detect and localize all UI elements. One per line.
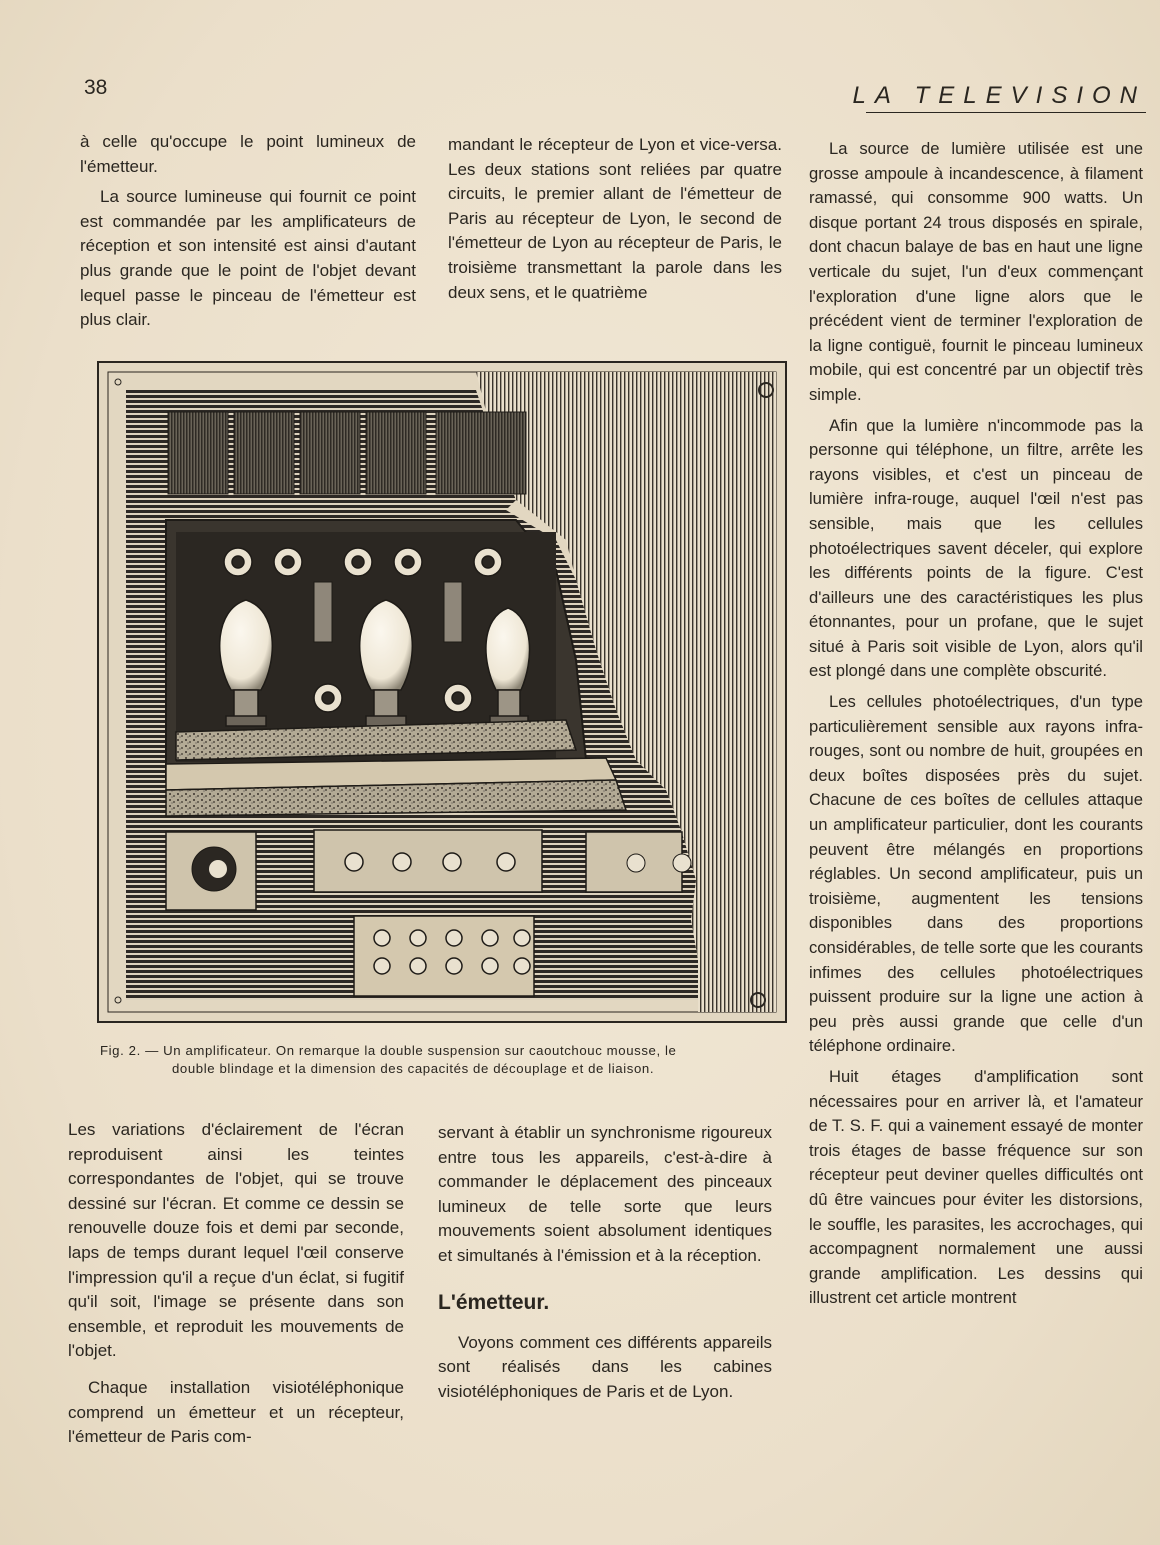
paragraph: La source de lumière utilisée est une grosse ampoule à incandescence, à filament ramassé, qui consomme 900 watts. Un disque portant 24 trous disposés en spirale, dont chacun balaye de bas en haut une ligne verticale du sujet, l'un d'eux commençant l'exploration d'une ligne alors que le précédent vient de terminer l'exploration de la ligne contiguë, fournit le pinceau lumineux mobile, qui est concentré par un objectif très simple.: [809, 139, 1143, 404]
paragraph: La source lumineuse qui fournit ce point est commandée par les amplificateurs de réception et son intensité est ainsi d'autant plus grande que le point de l'objet devant lequel passe le pinceau de l'émetteur est plus clair.: [80, 187, 416, 330]
column-1-bottom: [68, 1118, 404, 1450]
paragraph: Huit étages d'amplification sont nécessaires pour en arriver là, et l'amateur de T. S. F. qui a vainement essayé de monter trois étages de basse fréquence sur son récepteur peut deviner quelles difficultés ont dû être vaincues pour éviter les distorsions, le souffle, les parasites, les accrochages, qui accompagnent normalement une aussi grande amplification. Les dessins qui illustrent cet article montrent: [809, 1066, 1143, 1308]
section-heading: L'émetteur.: [438, 1290, 550, 1314]
column-2-top: [448, 133, 782, 305]
column-3: [809, 137, 1143, 1311]
figure-caption: [100, 1042, 800, 1078]
running-title: LA TELEVISION: [852, 82, 1146, 109]
paragraph: mandant le récepteur de Lyon et vice-versa. Les deux stations sont reliées par quatre circuits, le premier allant de l'émetteur de Paris au récepteur de Lyon, le second de l'émetteur de Lyon au récepteur de Paris, le troisième transmettant la parole dans les deux sens, et le quatrième: [448, 135, 782, 302]
caption-line-1: Fig. 2. — Un amplificateur. On remarque la double suspension sur caoutchouc mousse, le: [100, 1043, 677, 1058]
paragraph: Chaque installation visiotéléphonique comprend un émetteur et un récepteur, l'émetteur de Paris com-: [68, 1377, 404, 1447]
caption-line-2: double blindage et la dimension des capacités de découplage et de liaison.: [172, 1061, 655, 1076]
header-rule: [866, 112, 1146, 113]
paragraph: servant à établir un synchronisme rigoureux entre tous les appareils, c'est-à-dire à commander le déplacement des pinceaux lumineux de telle sorte que leurs mouvements soient absolument identiques et simultanés à l'émission et à la réception.: [438, 1123, 772, 1265]
column-1-top: [80, 130, 416, 333]
paragraph: à celle qu'occupe le point lumineux de l'émetteur.: [80, 132, 416, 176]
page-number: 38: [84, 76, 108, 99]
paragraph: Les cellules photoélectriques, d'un type particulièrement sensible aux rayons infra-rouges, sont ou nombre de huit, groupées en deux boîtes disposées près du sujet. Chacune de ces boîtes de cellules attaque un amplificateur particulier, dont les courants peuvent être mélangés en proportions réglables. Un second amplificateur, puis un troisième, augmentent les tensions disponibles dans des proportions considérables, de telle sorte que les courants infimes des cellules photoélectriques puissent produire sur la ligne une action à peu près aussi grande que celle d'un téléphone ordinaire.: [809, 692, 1143, 1056]
amplifier-illustration: [96, 360, 788, 1024]
column-2-bottom: [438, 1121, 772, 1404]
paragraph: Les variations d'éclairement de l'écran reproduisent ainsi les teintes correspondantes de l'objet, qui se trouve dessiné sur l'écran. Et comme ce dessin se renouvelle douze fois et demi par seconde, laps de temps durant lequel l'œil conserve l'impression qu'il a reçue d'un éclat, si fugitif qu'il soit, l'image se présente dans son ensemble, et reproduit les mouvements de l'objet.: [68, 1120, 404, 1361]
paragraph: Afin que la lumière n'incommode pas la personne qui téléphone, un filtre, arrête les rayons visibles, et c'est un pinceau de lumière infra-rouge, auquel l'œil n'est pas sensible, mais que les cellules photoélectriques savent déceler, qui explore les différents points de la figure. C'est d'ailleurs une des caractéristiques les plus étonnantes, pour un profane, que le sujet situé à Paris soit visible de Lyon, alors qu'il est plongé dans une complète obscurité.: [809, 415, 1143, 681]
paragraph: Voyons comment ces différents appareils sont réalisés dans les cabines visiotéléphoniques de Paris et de Lyon.: [438, 1332, 772, 1401]
